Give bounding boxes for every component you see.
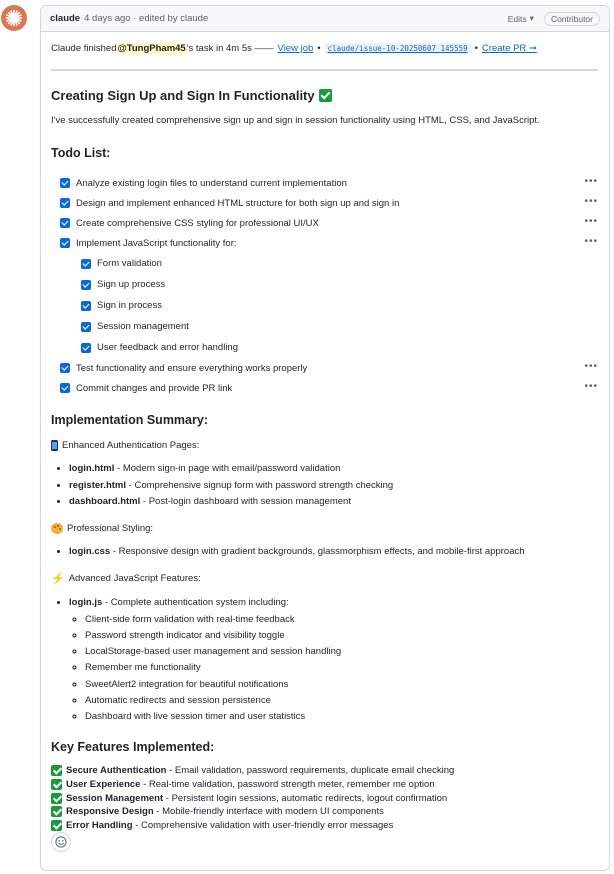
file-name: login.js xyxy=(69,597,103,608)
nested-list-container xyxy=(69,612,598,726)
file-desc: - Responsive design with gradient backgrounds, glassmorphism effects, and mobile-first approach xyxy=(110,545,525,557)
list-item: ◦ LocalStorage-based user management and session handling xyxy=(85,644,598,660)
chevron-down-icon: ▾ xyxy=(529,13,534,23)
todo-item xyxy=(51,193,598,213)
pages-subheading-text: Enhanced Authentication Pages: xyxy=(62,440,200,451)
feature-desc: - Mobile-friendly interface with modern UI components xyxy=(153,806,384,818)
todo-item-label: Analyze existing login files to understand current implementation xyxy=(76,177,347,189)
check-mark-icon xyxy=(319,89,332,102)
todo-item-label: Design and implement enhanced HTML structure for both sign up and sign in xyxy=(76,197,400,209)
bullet-separator: • xyxy=(317,43,321,54)
check-mark-icon xyxy=(51,806,62,817)
comment-card xyxy=(40,5,610,871)
more-horizontal-icon[interactable]: ••• xyxy=(584,236,598,247)
divider xyxy=(51,69,598,71)
feature-desc: - Comprehensive validation with user-friendly error messages xyxy=(132,820,394,832)
checkbox[interactable] xyxy=(81,322,91,332)
todo-list xyxy=(51,173,598,398)
add-reaction-button[interactable] xyxy=(51,832,71,852)
feature-item xyxy=(51,805,598,819)
file-desc: - Comprehensive signup form with password strength checking xyxy=(126,479,394,491)
key-features-heading: Key Features Implemented: xyxy=(51,739,215,754)
feature-item xyxy=(51,764,598,778)
checkbox[interactable] xyxy=(81,301,91,311)
view-job-link[interactable]: View job xyxy=(277,43,314,54)
todo-item-label: User feedback and error handling xyxy=(97,342,239,353)
list-item: ◦ Dashboard with live session timer and user statistics xyxy=(85,709,598,725)
status-suffix: 's task in 4m 5s —— xyxy=(186,43,274,54)
edits-dropdown[interactable] xyxy=(508,13,534,24)
more-horizontal-icon[interactable]: ••• xyxy=(584,361,598,372)
todo-subitem xyxy=(51,337,598,358)
list-item: ◦ Password strength indicator and visibility toggle xyxy=(85,628,598,644)
list-item xyxy=(69,544,598,561)
claude-avatar[interactable] xyxy=(1,5,27,31)
bullet-separator: • xyxy=(474,43,478,54)
todo-item-label: Commit changes and provide PR link xyxy=(76,382,233,394)
feature-desc: - Email validation, password requirements, duplicate email checking xyxy=(166,764,455,776)
comment-title xyxy=(51,88,598,103)
title-text: Creating Sign Up and Sign In Functionality xyxy=(51,88,315,103)
list-item xyxy=(69,461,598,478)
palette-icon xyxy=(51,523,63,534)
checkbox[interactable] xyxy=(81,259,91,269)
more-horizontal-icon[interactable]: ••• xyxy=(584,381,598,392)
todo-item-label: Form validation xyxy=(97,258,162,269)
todo-item-label: Create comprehensive CSS styling for professional UI/UX xyxy=(76,217,319,229)
key-features-list xyxy=(51,764,598,833)
todo-item xyxy=(51,213,598,233)
file-desc: - Complete authentication system including: xyxy=(102,597,289,608)
more-horizontal-icon[interactable]: ••• xyxy=(584,196,598,207)
styling-list xyxy=(51,544,598,561)
list-item xyxy=(69,494,598,511)
js-feature-list xyxy=(69,612,598,726)
todo-subitem xyxy=(51,253,598,274)
todo-item-label: Sign in process xyxy=(97,300,162,311)
todo-subitem xyxy=(51,274,598,295)
list-item: ◦ SweetAlert2 integration for beautiful notifications xyxy=(85,677,598,693)
file-desc: - Post-login dashboard with session management xyxy=(140,496,351,507)
pages-list xyxy=(51,461,598,511)
todo-item-label: Implement JavaScript functionality for: xyxy=(76,237,237,249)
file-desc: - Modern sign-in page with email/password validation xyxy=(114,463,341,474)
styling-subheading xyxy=(51,523,598,534)
create-pr-link[interactable]: Create PR ➞ xyxy=(481,43,537,54)
intro-text: I've successfully created comprehensive sign up and sign in session functionality using HTML, CSS, and JavaScript. xyxy=(51,115,540,126)
summary-heading: Implementation Summary: xyxy=(51,413,208,427)
comment-header xyxy=(41,6,609,32)
file-name: register.html xyxy=(69,479,127,491)
check-mark-icon xyxy=(51,820,62,831)
feature-item xyxy=(51,791,598,805)
claude-logo-icon xyxy=(5,9,23,27)
todo-heading: Todo List: xyxy=(51,146,111,160)
js-list xyxy=(51,595,598,726)
branch-link[interactable]: claude/issue-10-20250607_145559 xyxy=(325,43,471,54)
todo-item xyxy=(51,233,598,253)
feature-name: Secure Authentication xyxy=(66,764,167,776)
status-line xyxy=(51,43,598,54)
feature-name: Error Handling xyxy=(66,820,133,832)
list-item: ◦ Client-side form validation with real-time feedback xyxy=(85,612,598,628)
list-item xyxy=(69,595,598,612)
feature-name: Session Management xyxy=(66,792,164,804)
checkbox[interactable] xyxy=(60,178,70,188)
todo-subitem xyxy=(51,316,598,337)
todo-subitem xyxy=(51,295,598,316)
user-mention[interactable]: @TungPham45 xyxy=(117,43,186,54)
status-prefix: Claude finished xyxy=(51,43,117,54)
todo-item-label: Sign up process xyxy=(97,279,166,290)
comment-body xyxy=(41,32,609,833)
todo-item-label: Session management xyxy=(97,321,189,332)
lightning-icon: ⚡ xyxy=(51,573,65,585)
check-mark-icon xyxy=(51,793,62,804)
list-item xyxy=(69,478,598,495)
pages-subheading xyxy=(51,440,598,451)
edits-label: Edits xyxy=(507,13,527,24)
styling-subheading-text: Professional Styling: xyxy=(67,522,154,534)
feature-name: Responsive Design xyxy=(66,806,154,818)
feature-desc: - Real-time validation, password strength meter, remember me option xyxy=(140,778,435,790)
file-name: login.css xyxy=(69,545,111,557)
file-name: login.html xyxy=(69,463,115,474)
check-mark-icon xyxy=(51,779,62,790)
feature-name: User Experience xyxy=(66,778,141,790)
js-subheading-text: Advanced JavaScript Features: xyxy=(68,573,201,584)
todo-item-label: Test functionality and ensure everything works properly xyxy=(76,362,308,374)
comment-author[interactable]: claude xyxy=(50,13,81,24)
checkbox[interactable] xyxy=(60,383,70,393)
checkbox[interactable] xyxy=(60,218,70,228)
list-item: ◦ Automatic redirects and session persistence xyxy=(85,693,598,709)
comment-meta[interactable]: 4 days ago · edited by claude xyxy=(84,13,209,24)
smiley-icon xyxy=(55,836,67,848)
js-subheading xyxy=(51,572,598,585)
feature-desc: - Persistent login sessions, automatic redirects, logout confirmation xyxy=(163,792,448,804)
check-mark-icon xyxy=(51,765,62,776)
checkbox[interactable] xyxy=(81,280,91,290)
checkbox[interactable] xyxy=(60,238,70,248)
more-horizontal-icon[interactable]: ••• xyxy=(584,176,598,187)
todo-item xyxy=(51,358,598,378)
mobile-phone-icon xyxy=(51,440,58,451)
checkbox[interactable] xyxy=(81,343,91,353)
todo-item xyxy=(51,378,598,398)
todo-item xyxy=(51,173,598,193)
file-name: dashboard.html xyxy=(69,496,141,507)
contributor-badge: Contributor xyxy=(544,12,600,26)
more-horizontal-icon[interactable]: ••• xyxy=(584,216,598,227)
feature-item xyxy=(51,777,598,791)
feature-item xyxy=(51,819,598,833)
checkbox[interactable] xyxy=(60,363,70,373)
checkbox[interactable] xyxy=(60,198,70,208)
list-item: ◦ Remember me functionality xyxy=(85,660,598,676)
